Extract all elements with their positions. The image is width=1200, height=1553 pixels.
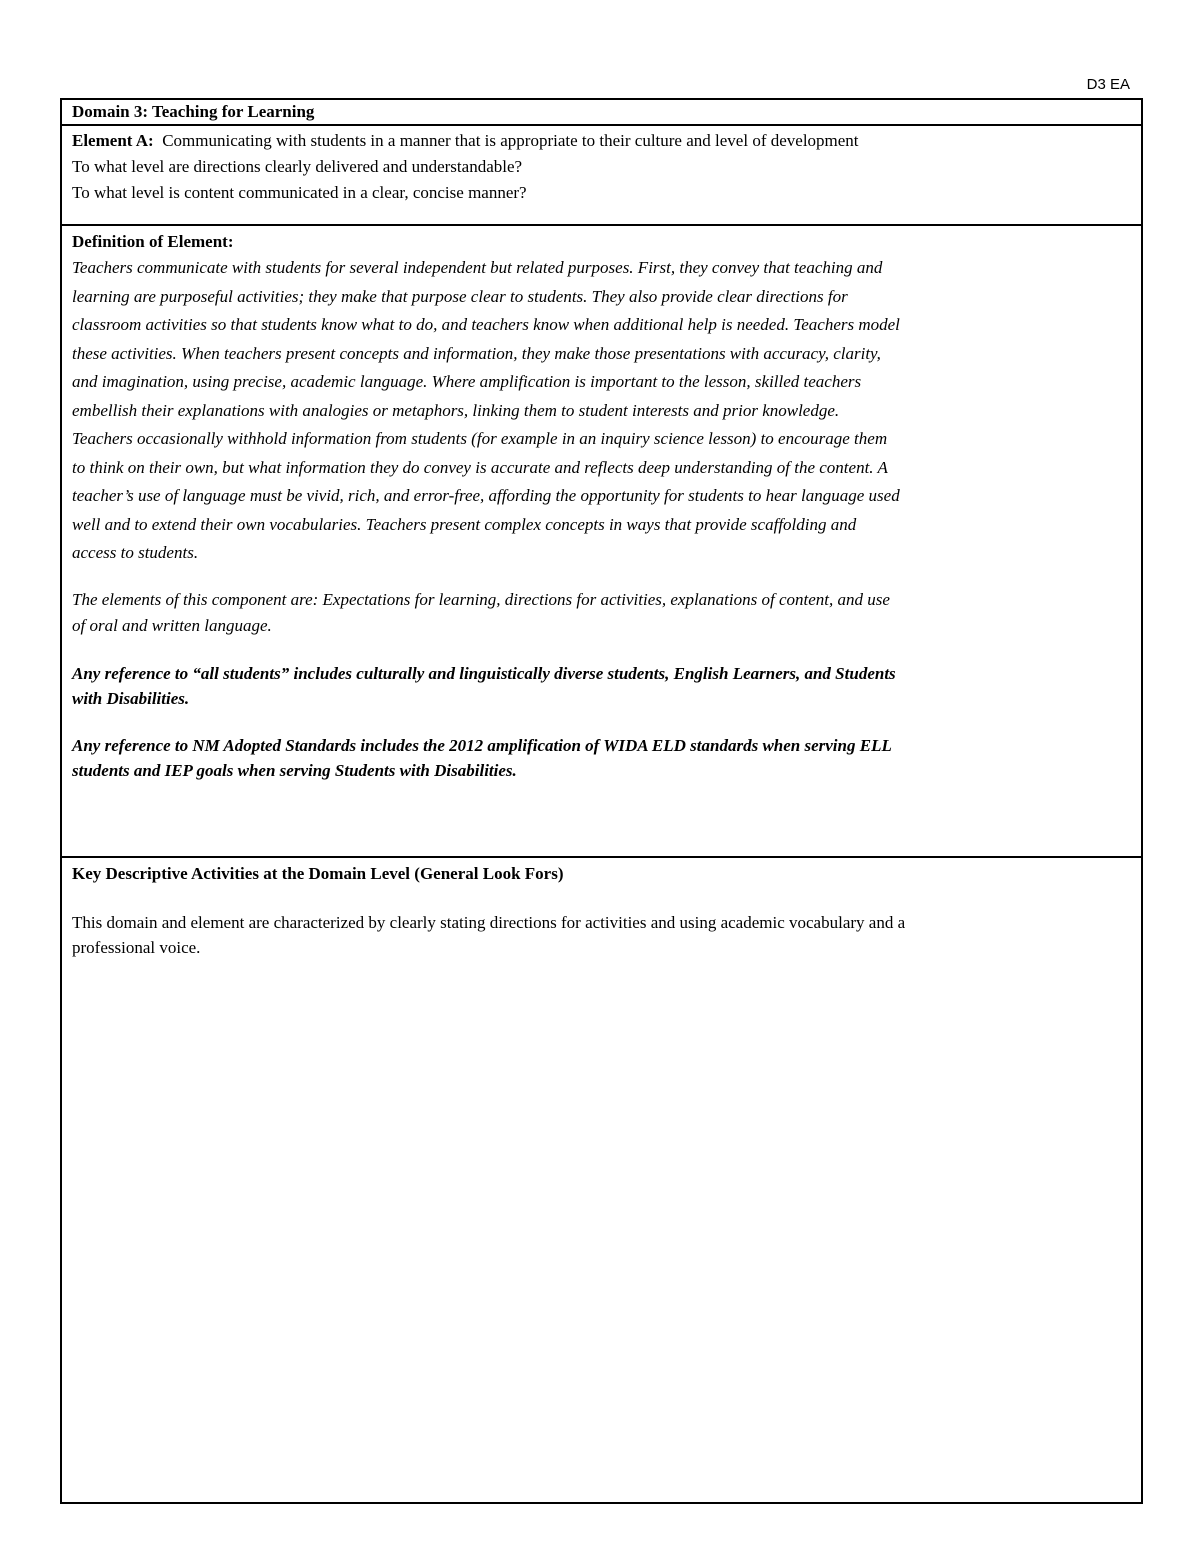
element-text: Communicating with students in a manner that is appropriate to their culture and level of development [162,131,859,150]
all-students-note [72,661,1131,711]
definition-line: Teachers communicate with students for several independent but related purposes. First, they convey that teaching and [72,258,883,277]
element-label: Element A: [72,131,154,150]
activities-text [72,910,1131,960]
activities-line: professional voice. [72,938,201,957]
definition-line: classroom activities so that students know what to do, and teachers know when additional help is needed. Teachers model [72,315,900,334]
all-students-line: with Disabilities. [72,688,190,708]
definition-line: well and to extend their own vocabularies. Teachers present complex concepts in ways that provide scaffolding and [72,514,857,534]
definition-line: these activities. When teachers present concepts and information, they make those presentations with accuracy, clarity, [72,343,881,363]
components-paragraph [72,587,1131,639]
definition-line: learning are purposeful activities; they make that purpose clear to students. They also provide clear directions for [72,286,848,306]
definition-section [62,226,1141,858]
definition-line: teacher’s use of language must be vivid, rich, and error-free, affording the opportunity for students to hear language used [72,486,900,505]
page-header-code: D3 EA [1086,76,1130,93]
element-question: To what level is content communicated in a clear, concise manner? [72,183,527,202]
element-question: To what level are directions clearly delivered and understandable? [72,157,523,176]
definition-line: embellish their explanations with analogies or metaphors, linking them to student interests and prior knowledge. [72,400,840,420]
activities-heading: Key Descriptive Activities at the Domain Level (General Look Fors) [72,864,564,883]
definition-line: access to students. [72,543,199,562]
element-section [62,126,1141,226]
definition-paragraph [72,254,1131,568]
domain-title: Domain 3: Teaching for Learning [62,100,1141,126]
definition-line: and imagination, using precise, academic language. Where amplification is important to the lesson, skilled teachers [72,372,862,391]
definition-line: Teachers occasionally withhold information from students (for example in an inquiry science lesson) to encourage them [72,429,888,448]
components-line: of oral and written language. [72,615,272,635]
activities-section [62,858,1141,1502]
element-line [72,128,1131,154]
definition-heading: Definition of Element: [72,232,234,251]
definition-line: to think on their own, but what information they do convey is accurate and reflects deep understanding of the content. A [72,457,888,477]
activities-line: This domain and element are characterized by clearly stating directions for activities and using academic vocabulary and a [72,913,906,932]
rubric-table [60,98,1143,1504]
all-students-line: Any reference to “all students” includes culturally and linguistically diverse students, English Learners, and Students [72,663,896,683]
standards-note [72,733,1131,783]
standards-line: Any reference to NM Adopted Standards includes the 2012 amplification of WIDA ELD standards when serving ELL [72,735,892,755]
components-line: The elements of this component are: Expectations for learning, directions for activities, explanations of content, and use [72,589,890,609]
standards-line: students and IEP goals when serving Students with Disabilities. [72,760,517,780]
